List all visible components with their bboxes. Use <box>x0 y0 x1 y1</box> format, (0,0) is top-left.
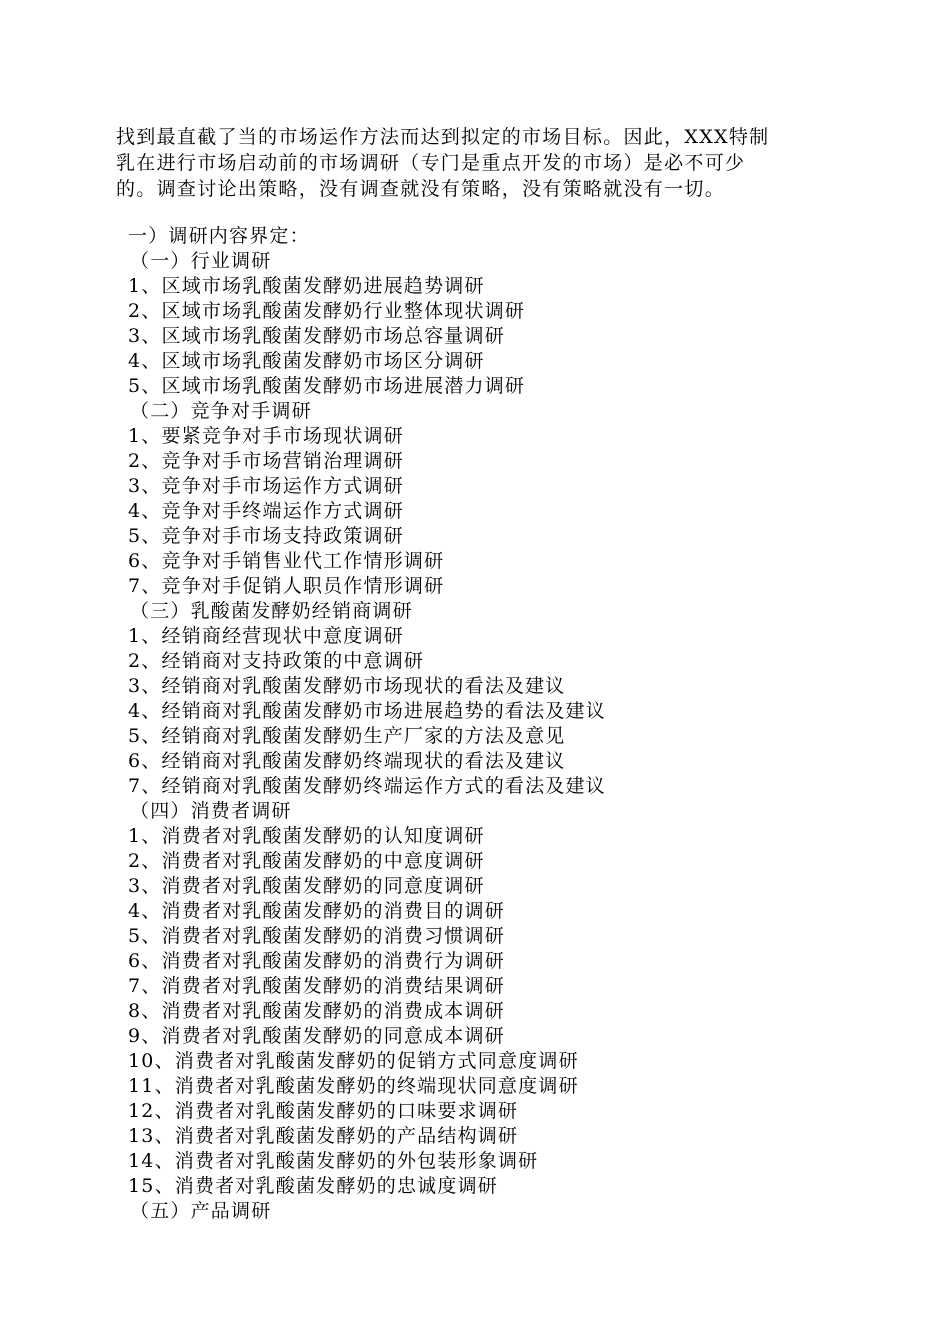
list-item: 4、经销商对乳酸菌发酵奶市场进展趋势的看法及建议 <box>128 700 606 722</box>
list-item: 1、要紧竞争对手市场现状调研 <box>128 425 404 447</box>
list-item: 7、消费者对乳酸菌发酵奶的消费结果调研 <box>128 975 505 997</box>
list-item: 1、经销商经营现状中意度调研 <box>128 625 404 647</box>
subsection-heading-industry: （一）行业调研 <box>130 250 272 272</box>
research-content-list <box>128 224 888 1224</box>
list-item: 4、区域市场乳酸菌发酵奶市场区分调研 <box>128 350 485 372</box>
list-item: 10、消费者对乳酸菌发酵奶的促销方式同意度调研 <box>128 1050 579 1072</box>
subsection-heading-consumer: （四）消费者调研 <box>130 800 292 822</box>
list-item: 2、区域市场乳酸菌发酵奶行业整体现状调研 <box>128 300 526 322</box>
list-item: 2、消费者对乳酸菌发酵奶的中意度调研 <box>128 850 485 872</box>
intro-paragraph <box>116 124 841 202</box>
subsection-heading-distributor: （三）乳酸菌发酵奶经销商调研 <box>130 600 413 622</box>
list-item: 9、消费者对乳酸菌发酵奶的同意成本调研 <box>128 1025 505 1047</box>
list-item: 6、竞争对手销售业代工作情形调研 <box>128 550 445 572</box>
list-item: 13、消费者对乳酸菌发酵奶的产品结构调研 <box>128 1125 519 1147</box>
list-item: 5、消费者对乳酸菌发酵奶的消费习惯调研 <box>128 925 505 947</box>
subsection-heading-product: （五）产品调研 <box>130 1200 272 1222</box>
list-item: 12、消费者对乳酸菌发酵奶的口味要求调研 <box>128 1100 519 1122</box>
list-item: 5、竞争对手市场支持政策调研 <box>128 525 404 547</box>
list-item: 3、竞争对手市场运作方式调研 <box>128 475 404 497</box>
intro-line: 乳在进行市场启动前的市场调研（专门是重点开发的市场）是必不可少 <box>116 152 746 174</box>
list-item: 3、消费者对乳酸菌发酵奶的同意度调研 <box>128 875 485 897</box>
list-item: 6、消费者对乳酸菌发酵奶的消费行为调研 <box>128 950 505 972</box>
intro-line: 找到最直截了当的市场运作方法而达到拟定的市场目标。因此，XXX特制 <box>116 126 770 148</box>
list-item: 4、消费者对乳酸菌发酵奶的消费目的调研 <box>128 900 505 922</box>
list-item: 4、竞争对手终端运作方式调研 <box>128 500 404 522</box>
list-item: 14、消费者对乳酸菌发酵奶的外包装形象调研 <box>128 1150 539 1172</box>
list-item: 5、区域市场乳酸菌发酵奶市场进展潜力调研 <box>128 375 526 397</box>
list-item: 6、经销商对乳酸菌发酵奶终端现状的看法及建议 <box>128 750 566 772</box>
subsection-heading-competitor: （二）竞争对手调研 <box>130 400 312 422</box>
list-item: 1、区域市场乳酸菌发酵奶进展趋势调研 <box>128 275 485 297</box>
list-item: 15、消费者对乳酸菌发酵奶的忠诚度调研 <box>128 1175 498 1197</box>
list-item: 7、经销商对乳酸菌发酵奶终端运作方式的看法及建议 <box>128 775 606 797</box>
list-item: 5、经销商对乳酸菌发酵奶生产厂家的方法及意见 <box>128 725 566 747</box>
list-item: 1、消费者对乳酸菌发酵奶的认知度调研 <box>128 825 485 847</box>
section-heading: 一）调研内容界定： <box>128 225 310 247</box>
list-item: 7、竞争对手促销人职员作情形调研 <box>128 575 445 597</box>
list-item: 2、经销商对支持政策的中意调研 <box>128 650 425 672</box>
list-item: 8、消费者对乳酸菌发酵奶的消费成本调研 <box>128 1000 505 1022</box>
list-item: 3、区域市场乳酸菌发酵奶市场总容量调研 <box>128 325 505 347</box>
list-item: 3、经销商对乳酸菌发酵奶市场现状的看法及建议 <box>128 675 566 697</box>
intro-line: 的。调查讨论出策略，没有调查就没有策略，没有策略就没有一切。 <box>116 178 726 200</box>
list-item: 2、竞争对手市场营销治理调研 <box>128 450 404 472</box>
list-item: 11、消费者对乳酸菌发酵奶的终端现状同意度调研 <box>128 1075 579 1097</box>
